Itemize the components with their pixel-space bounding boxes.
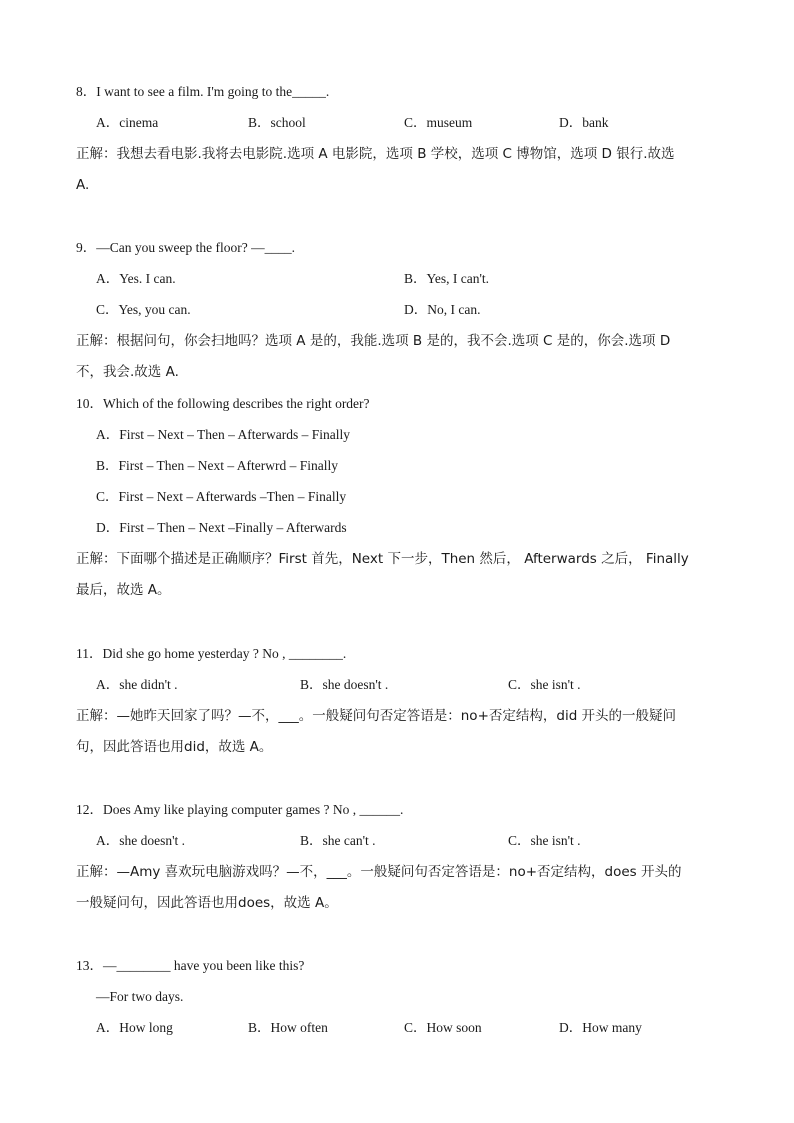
q12-stem: 12．Does Amy like playing computer games ? No , ______. <box>76 802 404 817</box>
q10-explanation-line1: 正解：下面哪个描述是正确顺序？First 首先，Next 下一步，Then 然后， Afterwards 之后， Finally <box>76 551 689 567</box>
q8-explanation-line1: 正解：我想去看电影.我将去电影院.选项 A 电影院，选项 B 学校，选项 C 博物馆，选项 D 银行.故选 <box>76 146 675 162</box>
q9-option-d: D．No, I can. <box>404 302 481 317</box>
q12-explanation-line1: 正解：—Amy 喜欢玩电脑游戏吗？—不，___。一般疑问句否定答语是：no+否定结构，does 开头的 <box>76 864 682 880</box>
q9-option-b: B．Yes, I can't. <box>404 271 490 286</box>
q11-explanation-line2: 句，因此答语也用did，故选 A。 <box>76 739 273 755</box>
q10-option-b: B．First – Then – Next – Afterwrd – Finally <box>96 458 338 473</box>
q9-explanation-line1: 正解：根据问句，你会扫地吗？选项 A 是的，我能.选项 B 是的，我不会.选项 C 是的，你会.选项 D <box>76 333 671 349</box>
q10-option-a: A．First – Next – Then – Afterwards – Finally <box>96 427 350 442</box>
q12-option-b: B．she can't . <box>300 833 376 848</box>
q8-option-b: B．school <box>248 115 306 130</box>
q13-option-c: C．How soon <box>404 1020 482 1035</box>
q13-option-d: D．How many <box>559 1020 642 1035</box>
q10-explanation-line2: 最后，故选 A。 <box>76 582 171 598</box>
q10-option-c: C．First – Next – Afterwards –Then – Finally <box>96 489 347 504</box>
q10-option-d: D．First – Then – Next –Finally – Afterwards <box>96 520 347 535</box>
q12-explanation-line2: 一般疑问句，因此答语也用does，故选 A。 <box>76 895 338 911</box>
q11-option-b: B．she doesn't . <box>300 677 389 692</box>
q8-option-a: A．cinema <box>96 115 159 130</box>
q8-stem: 8．I want to see a film. I'm going to the_____. <box>76 84 330 99</box>
q11-option-c: C．she isn't . <box>508 677 581 692</box>
q11-option-a: A．she didn't . <box>96 677 178 692</box>
q9-explanation-line2: 不，我会.故选 A. <box>76 364 179 380</box>
q13-option-b: B．How often <box>248 1020 328 1035</box>
q8-explanation-line2: A. <box>76 177 90 193</box>
q8-option-c: C．museum <box>404 115 473 130</box>
q13-stem: 13．—________ have you been like this? <box>76 958 305 973</box>
q9-option-a: A．Yes. I can. <box>96 271 176 286</box>
q9-option-c: C．Yes, you can. <box>96 302 191 317</box>
q8-option-d: D．bank <box>559 115 609 130</box>
q9-stem: 9．—Can you sweep the floor? —____. <box>76 240 295 255</box>
q12-option-a: A．she doesn't . <box>96 833 186 848</box>
q13-reply: —For two days. <box>96 989 184 1004</box>
q12-option-c: C．she isn't . <box>508 833 581 848</box>
q11-stem: 11．Did she go home yesterday ? No , ________. <box>76 646 347 661</box>
q10-stem: 10．Which of the following describes the right order? <box>76 396 370 411</box>
q13-option-a: A．How long <box>96 1020 173 1035</box>
q11-explanation-line1: 正解：—她昨天回家了吗？—不，___。一般疑问句否定答语是：no+否定结构，did 开头的一般疑问 <box>76 708 677 724</box>
